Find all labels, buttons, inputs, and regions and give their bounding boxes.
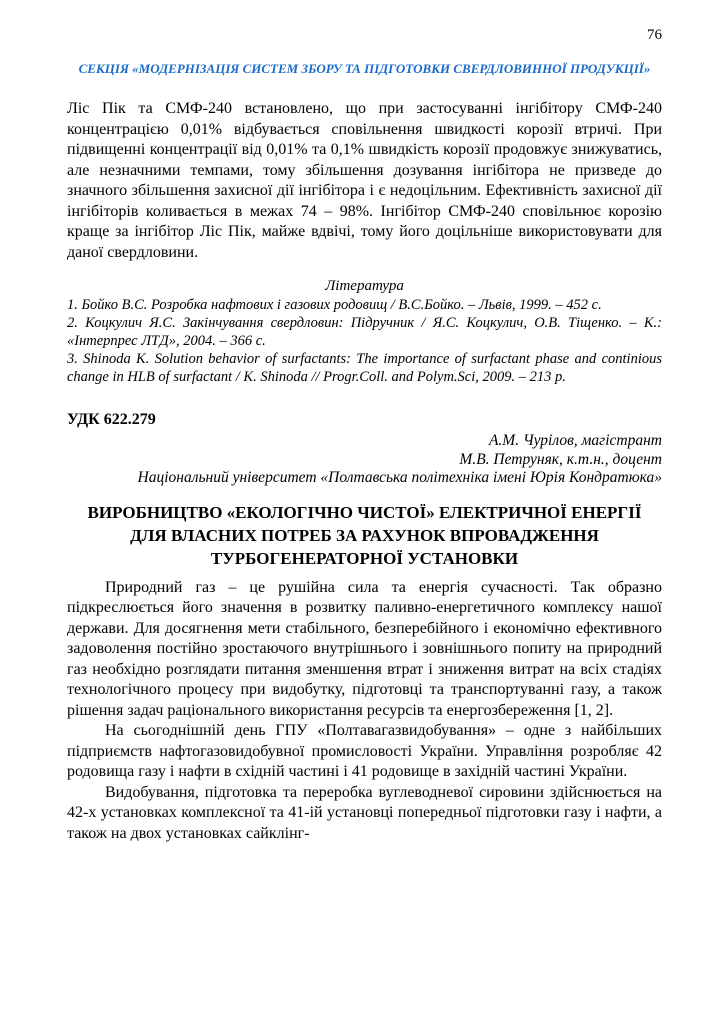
authors-block xyxy=(67,432,662,488)
author-line: А.М. Чурілов, магістрант xyxy=(488,432,662,449)
body-paragraph: На сьогоднішній день ГПУ «Полтавагазвидобування» – одне з найбільших підприємств нафтогазовидобувної промисловості України. Управління розробляє 42 родовища газу і нафти в східній частині і 41 родовище в західній частині України. xyxy=(67,722,662,780)
author-line: М.В. Петруняк, к.т.н., доцент xyxy=(459,450,662,468)
reference-item: 2. Коцкулич Я.С. Закінчування свердловин: Підручник / Я.С. Коцкулич, О.В. Тіщенко. – К.: «Інтерпрес ЛТД», 2004. – 366 с. xyxy=(67,315,662,349)
reference-item: 1. Бойко В.С. Розробка нафтових і газових родовищ / В.С.Бойко. – Львів, 1999. – 452 с. xyxy=(67,297,602,313)
section-header: СЕКЦІЯ «МОДЕРНІЗАЦІЯ СИСТЕМ ЗБОРУ ТА ПІДГОТОВКИ СВЕРДЛОВИННОЇ ПРОДУКЦІЇ» xyxy=(78,61,651,76)
reference-item: 3. Shinoda K. Solution behavior of surfactants: The importance of surfactant phase and continious change in HLB of surfactant / K. Shinoda // Progr.Coll. and Polym.Sci, 2009. – 213 p. xyxy=(67,351,662,385)
article-title: ВИРОБНИЦТВО «ЕКОЛОГІЧНО ЧИСТОЇ» ЕЛЕКТРИЧНОЇ ЕНЕРГІЇ ДЛЯ ВЛАСНИХ ПОТРЕБ ЗА РАХУНОК ВПРОВАДЖЕННЯ ТУРБОГЕНЕРАТОРНОЇ УСТАНОВКИ xyxy=(87,502,642,568)
literature-heading: Література xyxy=(325,278,404,294)
udc-code: УДК 622.279 xyxy=(67,411,156,428)
reference-list xyxy=(67,296,662,386)
body-paragraph: Видобування, підготовка та переробка вуглеводневої сировини здійснюється на 42-х установках комплексної та 41-ій установці попередньої підготовки газу і нафти, а також на двох установках сайклінг- xyxy=(67,783,662,842)
affiliation-line: Національний університет «Полтавська політехніка імені Юрія Кондратюка» xyxy=(137,469,662,486)
page-number: 76 xyxy=(647,27,662,43)
article-body xyxy=(67,578,662,845)
previous-article-closing-paragraph: Ліс Пік та СМФ-240 встановлено, що при застосуванні інгібітору СМФ-240 концентрацією 0,01% відбувається сповільнення швидкості корозії втричі. При підвищенні концентрації від 0,01% та 0,1% швидкість корозії продовжує знижуватись, але незначними темпами, тому збільшення дозування інгібітора не призведе до значного збільшення захисної дії інгібітора і є недоцільним. Ефективність захисної дії інгібіторів коливається в межах 74 – 98%. Інгібітор СМФ-240 сповільнює корозію краще за інгібітор Ліс Пік, майже вдвічі, тому його доцільніше використовувати для даної свердловини. xyxy=(67,100,662,261)
body-paragraph: Природний газ – це рушійна сила та енергія сучасності. Так образно підкреслюється його значення в розвитку паливно-енергетичного комплексу нашої держави. Для досягнення мети стабільного, безперебійного і економічно ефективного задоволення постійно зростаючого внутрішнього і зовнішнього попиту на природний газ необхідно розглядати питання зменшення втрат і зниження витрат на всіх стадіях технологічного процесу при видобутку, підготовці та транспортуванні газу, а також рішення задач раціонального використання ресурсів та енергозбереження [1, 2]. xyxy=(67,578,662,719)
